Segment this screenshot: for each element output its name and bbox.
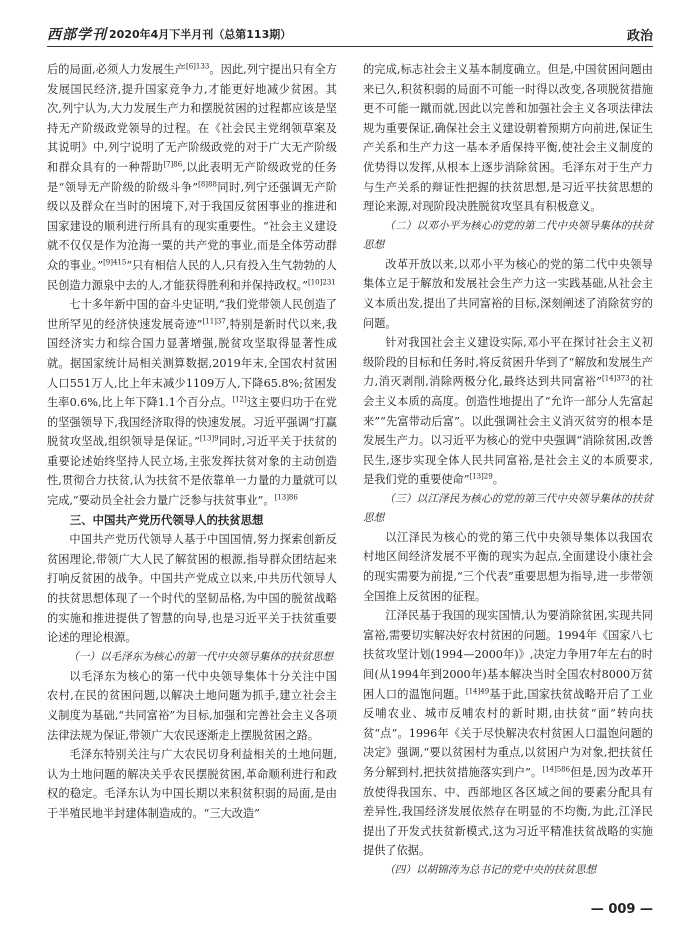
paragraph: 毛泽东特别关注与广大农民切身利益相关的土地问题,认为土地问题的解决关乎农民摆脱贫困,革命顺利进行和政权的稳定。毛泽东认为中国长期以来积贫积弱的局面,是由于半殖民地半封建体制造成的。“三大改造”: [47, 748, 337, 820]
paragraph: 以江泽民为核心的党的第三代中央领导集体以我国农村地区间经济发展不平衡的现实为起点,全面建设小康社会的现实需要为前提,“三个代表”重要思想为指导,进一步带领全国推上反贫困的征程。: [363, 530, 653, 603]
subsection-heading: （四）以胡锦涛为总书记的党中央的扶贫思想: [384, 863, 597, 876]
paragraph: 七十多年新中国的奋斗史证明,“我们党带领人民创造了世所罕见的经济快速发展奇迹”$^{[11]37}$,特别是新时代以来,我国经济实力和综合国力显著增强,脱贫攻坚取得显著性成就。据国家统计局相关测算数据,2019年末,全国农村贫困人口551万人,比上年末减少1109万人,下降65.8%;贫困发生率0.6%,比上年下降1.1个百分点。[12]这主要归功于在党的坚强领导下,我国经济取得的快速发展。习近平强调“打赢脱贫攻坚战,组织领导是保证。”$^{[13]9}$同时,习近平关于扶贫的重要论述始终坚持人民立场,主张发挥扶贫对象的主动创造性,贯彻合力扶贫,认为扶贫不是依靠单一力量的力量就可以完成,“要动员全社会力量广泛参与扶贫事业”。$^{[13]86}$: [47, 298, 337, 508]
paragraph: 江泽民基于我国的现实国情,认为要消除贫困,实现共同富裕,需要切实解决好农村贫困的问题。1994年《国家八七扶贫攻坚计划(1994—2000年)》,决定力争用7年左右的时间(从1994年到2000年)基本解决当时全国农村8000万贫困人口的温饱问题。$^{[14]49}$基于此,国家扶贫战略开启了工业反哺农业、城市反哺农村的新时期,由扶贫“面”转向扶贫“点”。1996年《关于尽快解决农村贫困人口温饱问题的决定》强调,“要以贫困村为重点,以贫困户为对象,把扶贫任务分解到村,把扶贫措施落实到户”。$^{[14]586}$但是,因为改革开放使得我国东、中、西部地区各区域之间的要素分配具有差异性,我国经济发展依然存在明显的不均衡,为此,江泽民提出了开发式扶贫新模式,这为习近平精准扶贫战略的实施提供了依据。: [363, 609, 654, 858]
header-rule: [47, 46, 653, 47]
subsection-heading: （一）以毛泽东为核心的第一代中央领导集体的扶贫思想: [68, 650, 334, 663]
page-header: [47, 22, 653, 44]
paragraph: 的完成,标志社会主义基本制度确立。但是,中国贫困问题由来已久,积贫积弱的局面不可能一时得以改变,各项脱贫措施更不可能一蹴而就,因此以完善和加强社会主义各项法律法规为重要保证,确保社会主义建设朝着预期方向前进,保证生产关系和生产力这一基本矛盾保持平衡,使社会主义制度的优势得以发挥,从根本上逐步消除贫困。毛泽东对于生产力与生产关系的辩证性把握的扶贫思想,是习近平扶贫思想的理论来源,对现阶段决胜脱贫攻坚具有积极意义。: [363, 63, 653, 214]
paragraph: 后的局面,必须人力发展生产$^{[6]133}$。因此,列宁提出只有全方发展国民经济,提升国家竞争力,才能更好地减少贫困。其次,列宁认为,大力发展生产力和摆脱贫困的过程都应该是坚持无产阶级政党领导的过程。在《社会民主党纲领草案及其说明》中,列宁说明了无产阶级政党的对于广大无产阶级和群众具有的一种帮助$^{[7]86}$,以此表明无产阶级政党的任务是“领导无产阶级的阶级斗争”$^{[8]88}$同时,列宁还强调无产阶级以及群众在当时的困境下,对于我国反贫困事业的推进和国家建设的顺利进行所具有的现实重要性。“社会主义建设就不仅仅是作为沧海一粟的共产党的事业,而是全体劳动群众的事业。”$^{[9]415}$“只有相信人民的人,只有投入生气勃勃的人民创造力源泉中去的人,才能获得胜利和并保持政权。”$^{[10]231}$: [47, 62, 337, 292]
subsection-heading: （三）以江泽民为核心的党的第三代中央领导集体的扶贫思想: [363, 492, 653, 524]
paragraph: 以毛泽东为核心的第一代中央领导集体十分关注中国农村,在民的贫困问题,以解决土地问题为抓手,建立社会主义制度为基础,“共同富裕”为目标,加强和完善社会主义各项法律法规为保证,带领广大农民逐渐走上摆脱贫困之路。: [47, 669, 337, 742]
paragraph: 针对我国社会主义建设实际,邓小平在探讨社会主义初级阶段的目标和任务时,将反贫困升华到了“解放和发展生产力,消灭剥削,消除两极分化,最终达到共同富裕”$^{[14]373}$的社会主义本质的高度。创造性地提出了“允许一部分人先富起来”“先富带动后富”。以此强调社会主义消灭贫穷的根本是发展生产力。以习近平为核心的党中央强调“消除贫困,改善民生,逐步实现全体人民共同富裕,是社会主义的本质要求,是我们党的重要使命”$^{[13]29}$。: [363, 336, 653, 487]
issue-info: 2020年4月下半月刊（总第113期）: [109, 28, 292, 41]
subsection-heading: （二）以邓小平为核心的党的第二代中央领导集体的扶贫思想: [363, 219, 653, 251]
right-column: [363, 60, 653, 880]
paragraph: 中国共产党历代领导人基于中国国情,努力探索创新反贫困理论,带领广大人民了解贫困的根源,指导群众团结起来打响反贫困的战争。中国共产党成立以来,中共历代领导人的扶贫思想体现了一个时代的坚韧品格,为中国的脱贫战略的实施和推进提供了智慧的向导,也是习近平关于扶贫重要论述的理论根源。: [47, 533, 337, 645]
section-title: 政治: [626, 29, 653, 44]
page-number: — 009 —: [590, 902, 653, 917]
journal-logo: 西部学刊: [47, 27, 107, 43]
left-column: [47, 60, 337, 824]
paragraph: 改革开放以来,以邓小平为核心的党的第二代中央领导集体立足于解放和发展社会生产力这一实践基础,从社会主义本质出发,提出了共同富裕的目标,深刻阐述了消除贫穷的问题。: [363, 257, 653, 330]
section-heading: 三、中国共产党历代领导人的扶贫思想: [69, 512, 264, 527]
